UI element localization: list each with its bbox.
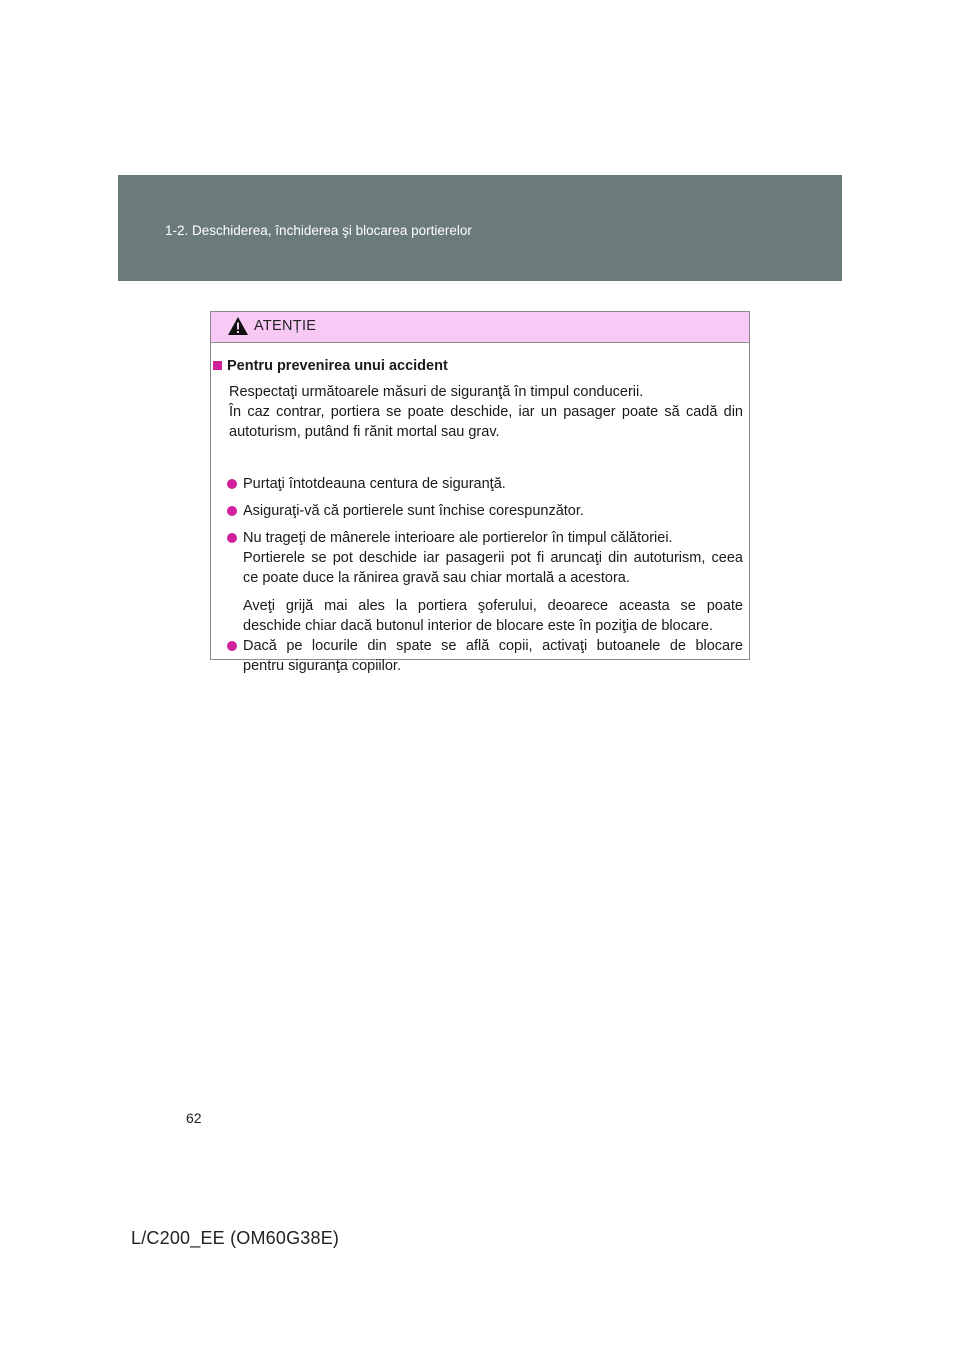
caution-intro (229, 382, 743, 442)
bullet-note (243, 596, 743, 636)
caution-header (211, 312, 749, 343)
bullet-dot-icon (227, 533, 237, 543)
section-header-band (118, 175, 842, 281)
bullet-line: Asiguraţi-vă că portierele sunt închise corespunzător. (243, 503, 584, 519)
page-number: 62 (186, 1110, 202, 1126)
caution-box (210, 311, 750, 674)
bullet-line: pentru siguranţa copiilor. (243, 658, 401, 674)
intro-line: În caz contrar, portiera se poate deschide, iar un pasager poate să cadă din (229, 404, 743, 420)
square-bullet-icon (213, 361, 222, 370)
section-header-title: 1-2. Deschiderea, închiderea şi blocarea portierelor (165, 223, 472, 238)
intro-line: Respectaţi următoarele măsuri de siguranţă în timpul conducerii. (229, 384, 644, 400)
bullet-item (227, 636, 743, 676)
document-code: L/C200_EE (OM60G38E) (131, 1228, 340, 1248)
caution-title: ATENȚIE (254, 318, 317, 334)
bullet-item (227, 474, 743, 494)
note-line: deschide chiar dacă butonul interior de blocare este în poziţia de blocare. (243, 618, 713, 634)
bullet-line: Purtaţi întotdeauna centura de siguranţă. (243, 476, 506, 492)
note-line: Aveţi grijă mai ales la portiera şoferului, deoarece aceasta se poate (243, 598, 743, 614)
intro-line: autoturism, putând fi rănit mortal sau grav. (229, 424, 500, 440)
bullet-item (227, 528, 743, 588)
caution-section-heading (213, 356, 448, 376)
bullet-line: ce poate duce la rănirea gravă sau chiar mortală a acestora. (243, 570, 630, 586)
bullet-dot-icon (227, 479, 237, 489)
bullet-line: Dacă pe locurile din spate se află copii, activaţi butoanele de blocare (243, 638, 743, 654)
bullet-line: Portierele se pot deschide iar pasagerii pot fi aruncaţi din autoturism, ceea (243, 550, 743, 566)
bullet-dot-icon (227, 506, 237, 516)
warning-triangle-icon (227, 316, 249, 336)
bullet-dot-icon (227, 641, 237, 651)
bullet-item (227, 501, 743, 521)
caution-section-title: Pentru prevenirea unui accident (227, 358, 448, 374)
bullet-line: Nu trageţi de mânerele interioare ale portierelor în timpul călătoriei. (243, 530, 673, 546)
